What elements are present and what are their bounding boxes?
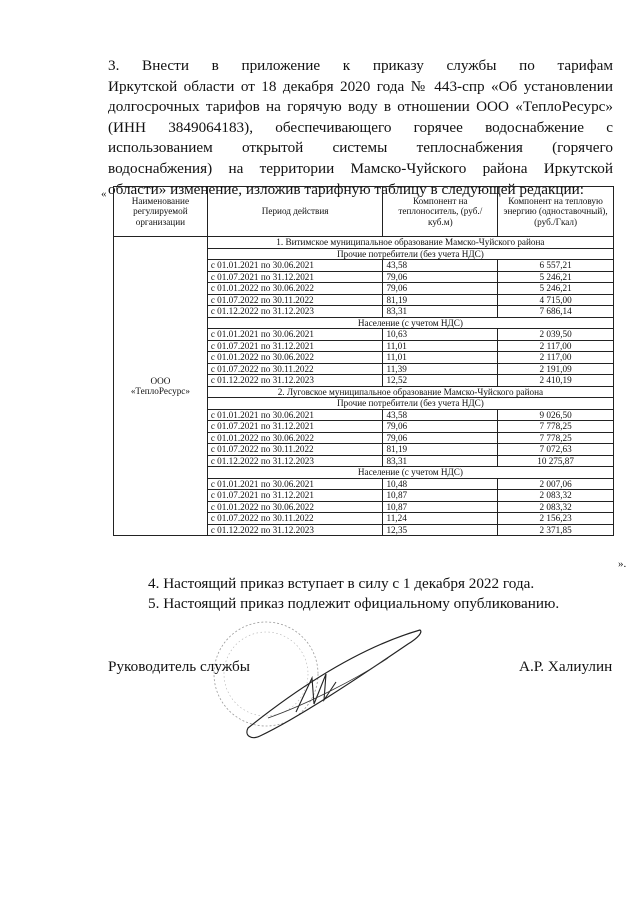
- consumer-group-title: Прочие потребители (без учета НДС): [207, 398, 613, 410]
- quote-close-mark: ».: [618, 558, 627, 570]
- carrier-cell: 83,31: [383, 306, 498, 318]
- period-cell: с 01.12.2022 по 31.12.2023: [207, 455, 383, 467]
- municipality-title: 2. Луговское муниципальное образование Мамско-Чуйского района: [207, 386, 613, 398]
- period-cell: с 01.01.2021 по 30.06.2021: [207, 329, 383, 341]
- period-cell: с 01.12.2022 по 31.12.2023: [207, 306, 383, 318]
- intro-line: использованием открытой системы теплоснабжения (горячего: [108, 139, 613, 157]
- carrier-cell: 10,48: [383, 478, 498, 490]
- period-cell: с 01.12.2022 по 31.12.2023: [207, 375, 383, 387]
- item-5: 5. Настоящий приказ подлежит официальному опубликованию.: [148, 595, 560, 612]
- energy-cell: 2 083,32: [498, 490, 614, 502]
- table-body: [114, 237, 614, 536]
- energy-cell: 5 246,21: [498, 271, 614, 283]
- energy-cell: 9 026,50: [498, 409, 614, 421]
- energy-cell: 2 191,09: [498, 363, 614, 375]
- energy-cell: 2 156,23: [498, 513, 614, 525]
- period-cell: с 01.07.2021 по 31.12.2021: [207, 421, 383, 433]
- period-cell: с 01.12.2022 по 31.12.2023: [207, 524, 383, 536]
- consumer-group-title: Прочие потребители (без учета НДС): [207, 248, 613, 260]
- intro-line: (ИНН 3849064183), обеспечивающего горячее водоснабжение с: [108, 118, 613, 136]
- period-cell: с 01.01.2021 по 30.06.2021: [207, 478, 383, 490]
- intro-line: водоснабжения) на территории Мамско-Чуйского района Иркутской: [108, 159, 613, 177]
- energy-cell: 2 117,00: [498, 352, 614, 364]
- period-cell: с 01.01.2022 по 30.06.2022: [207, 432, 383, 444]
- signatory-position: Руководитель службы: [108, 658, 250, 675]
- quote-open-mark: «: [101, 188, 107, 200]
- energy-cell: 6 557,21: [498, 260, 614, 272]
- consumer-group-title: Население (с учетом НДС): [207, 467, 613, 479]
- carrier-cell: 11,01: [383, 340, 498, 352]
- energy-cell: 5 246,21: [498, 283, 614, 295]
- period-cell: с 01.07.2021 по 31.12.2021: [207, 340, 383, 352]
- official-stamp-and-signature: [208, 608, 428, 748]
- carrier-cell: 81,19: [383, 294, 498, 306]
- period-cell: с 01.01.2022 по 30.06.2022: [207, 352, 383, 364]
- carrier-cell: 12,52: [383, 375, 498, 387]
- carrier-cell: 12,35: [383, 524, 498, 536]
- energy-cell: 2 371,85: [498, 524, 614, 536]
- period-cell: с 01.07.2021 по 31.12.2021: [207, 271, 383, 283]
- carrier-cell: 43,58: [383, 260, 498, 272]
- energy-cell: 7 778,25: [498, 421, 614, 433]
- carrier-cell: 79,06: [383, 421, 498, 433]
- carrier-cell: 10,87: [383, 490, 498, 502]
- header-org: Наименование регулируемой организации: [114, 187, 208, 237]
- energy-cell: 2 410,19: [498, 375, 614, 387]
- carrier-cell: 43,58: [383, 409, 498, 421]
- period-cell: с 01.07.2022 по 30.11.2022: [207, 294, 383, 306]
- header-energy: Компонент на тепловую энергию (одноставочный), (руб./Гкал): [498, 187, 614, 237]
- carrier-cell: 79,06: [383, 283, 498, 295]
- carrier-cell: 10,87: [383, 501, 498, 513]
- carrier-cell: 79,06: [383, 432, 498, 444]
- intro-paragraph: [108, 56, 613, 200]
- period-cell: с 01.07.2022 по 30.11.2022: [207, 513, 383, 525]
- energy-cell: 4 715,00: [498, 294, 614, 306]
- signatory-name: А.Р. Халиулин: [519, 658, 613, 675]
- carrier-cell: 83,31: [383, 455, 498, 467]
- period-cell: с 01.01.2022 по 30.06.2022: [207, 501, 383, 513]
- section-row: [114, 237, 614, 249]
- energy-cell: 2 083,32: [498, 501, 614, 513]
- organization-name-line: ООО: [150, 375, 171, 386]
- carrier-cell: 11,01: [383, 352, 498, 364]
- energy-cell: 10 275,87: [498, 455, 614, 467]
- carrier-cell: 11,39: [383, 363, 498, 375]
- item-4: 4. Настоящий приказ вступает в силу с 1 декабря 2022 года.: [148, 575, 535, 592]
- period-cell: с 01.07.2022 по 30.11.2022: [207, 363, 383, 375]
- header-period: Период действия: [207, 187, 383, 237]
- energy-cell: 2 007,06: [498, 478, 614, 490]
- carrier-cell: 81,19: [383, 444, 498, 456]
- carrier-cell: 11,24: [383, 513, 498, 525]
- carrier-cell: 10,63: [383, 329, 498, 341]
- intro-line: области» изменение, изложив тарифную таблицу в следующей редакции:: [108, 180, 584, 198]
- period-cell: с 01.07.2022 по 30.11.2022: [207, 444, 383, 456]
- table-header-row: [114, 187, 614, 237]
- tariff-table: [113, 186, 614, 536]
- energy-cell: 7 778,25: [498, 432, 614, 444]
- municipality-title: 1. Витимское муниципальное образование Мамско-Чуйского района: [207, 237, 613, 249]
- intro-line: Иркутской области от 18 декабря 2020 года № 443-спр «Об установлении: [108, 77, 613, 95]
- period-cell: с 01.01.2021 по 30.06.2021: [207, 260, 383, 272]
- energy-cell: 2 117,00: [498, 340, 614, 352]
- period-cell: с 01.07.2021 по 31.12.2021: [207, 490, 383, 502]
- organization-cell: [114, 237, 208, 536]
- header-carrier: Компонент на теплоноситель, (руб./куб.м): [383, 187, 498, 237]
- intro-line: 3. Внести в приложение к приказу службы по тарифам: [108, 57, 613, 74]
- consumer-group-title: Население (с учетом НДС): [207, 317, 613, 329]
- period-cell: с 01.01.2021 по 30.06.2021: [207, 409, 383, 421]
- period-cell: с 01.01.2022 по 30.06.2022: [207, 283, 383, 295]
- energy-cell: 7 072,63: [498, 444, 614, 456]
- intro-line: долгосрочных тарифов на горячую воду в отношении ООО «ТеплоРесурс»: [108, 98, 613, 116]
- organization-name-line: «ТеплоРесурс»: [130, 386, 190, 396]
- carrier-cell: 79,06: [383, 271, 498, 283]
- energy-cell: 2 039,50: [498, 329, 614, 341]
- energy-cell: 7 686,14: [498, 306, 614, 318]
